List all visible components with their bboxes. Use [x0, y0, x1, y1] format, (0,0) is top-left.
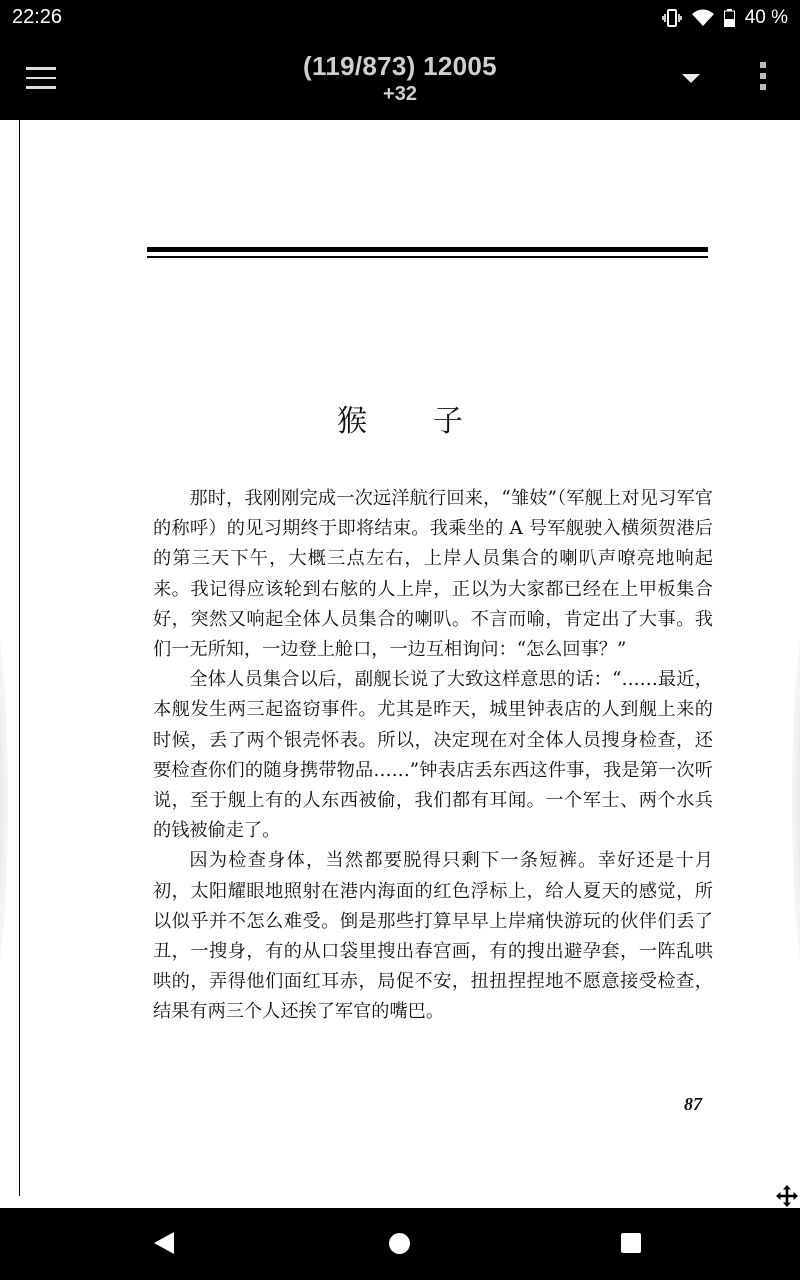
chapter-title — [0, 396, 800, 440]
page-turn-shadow-left — [0, 590, 8, 1010]
header-rule-thick — [147, 247, 708, 252]
recents-icon[interactable] — [621, 1233, 641, 1253]
page-turn-shadow-right — [792, 590, 800, 1010]
page-position-title: (119/873) 12005 — [303, 51, 497, 81]
battery-icon — [724, 9, 735, 27]
header-rule-thin — [147, 256, 708, 258]
paragraph: 全体人员集合以后，副舰长说了大致这样意思的话：“……最近，本舰发生两三起盗窃事件。尤其是昨天，城里钟表店的人到舰上来的时候，丢了两个银壳怀表。所以，决定现在对全体人员搜身检查，还要检查你们的随身携带物品……”钟表店丢东西这件事，我是第一次听说，至于舰上有的人东西被偷，我们都有耳闻。一个军士、两个水兵的钱被偷走了。 — [153, 669, 713, 842]
status-time: 22:26 — [12, 6, 63, 28]
dropdown-arrow-icon[interactable] — [682, 74, 700, 83]
app-bar — [0, 38, 800, 120]
status-bar — [0, 0, 800, 38]
overflow-menu-icon[interactable] — [757, 62, 769, 96]
move-icon[interactable] — [775, 1184, 799, 1208]
book-page[interactable] — [0, 120, 800, 1208]
paragraph: 因为检查身体，当然都要脱得只剩下一条短裤。幸好还是十月初，太阳耀眼地照射在港内海面的红色浮标上，给人夏天的感觉，所以似乎并不怎么难受。倒是那些打算早早上岸痛快游玩的伙伴们丢了丑，一搜身，有的从口袋里搜出春宫画，有的搜出避孕套，一阵乱哄哄的，弄得他们面红耳赤，局促不安，扭扭捏捏地不愿意接受检查，结果有两三个人还挨了军官的嘴巴。 — [153, 850, 713, 1023]
chapter-title-char-1: 猴 — [337, 404, 367, 439]
page-offset-subtitle: +32 — [383, 83, 417, 105]
vibrate-icon — [662, 9, 682, 27]
wifi-icon — [692, 9, 714, 27]
paragraph: 那时，我刚刚完成一次远洋航行回来，“雏妓”（军舰上对见习军官的称呼）的见习期终于即将结束。我乘坐的 A 号军舰驶入横须贺港后的第三天下午，大概三点左右，上岸人员集合的喇叭声嘹亮地响起来。我记得应该轮到右舷的人上岸，正以为大家都已经在上甲板集合好，突然又响起全体人员集合的喇叭。不言而喻，肯定出了大事。我们一无所知，一边登上舱口，一边互相询问：“怎么回事？” — [153, 488, 713, 661]
page-number: 87 — [684, 1094, 702, 1114]
body-text — [153, 484, 713, 1028]
battery-level: 40 % — [744, 7, 788, 28]
back-icon[interactable] — [154, 1232, 174, 1254]
navigation-bar — [0, 1208, 800, 1280]
home-icon[interactable] — [389, 1233, 410, 1254]
title-block — [0, 51, 800, 106]
page-edge-line — [19, 120, 20, 1196]
chapter-title-char-2: 子 — [433, 404, 463, 439]
status-icons — [662, 7, 788, 29]
